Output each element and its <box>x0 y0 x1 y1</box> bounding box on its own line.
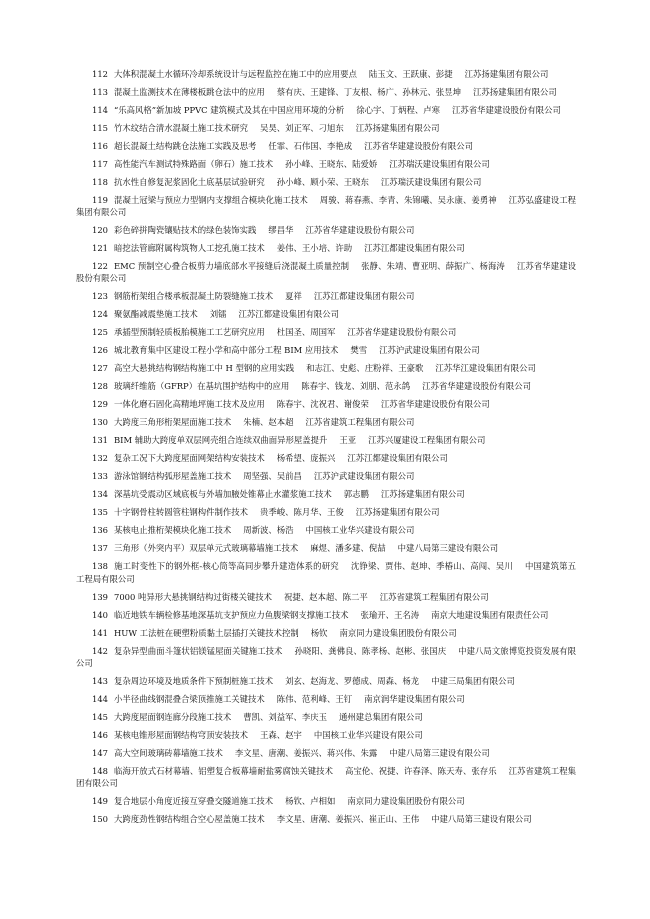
entry-authors: 沈铮梁、贾伟、赵坤、季椿山、高闯、吴川 <box>350 561 513 572</box>
entry-authors: 孙小峰、王晓东、陆爱娇 <box>285 159 378 169</box>
list-item <box>76 260 576 284</box>
entry-authors: 陆玉文、王跃康、彭捷 <box>368 69 453 79</box>
entry-number: 124 <box>92 309 108 320</box>
entry-organization: 江苏江都建设集团有限公司 <box>347 453 448 464</box>
entry-authors: 吴昊、刘正军、刁旭东 <box>260 123 344 133</box>
entry-organization: 通州建总集团有限公司 <box>339 711 423 722</box>
list-item <box>76 362 576 374</box>
entry-authors: 贵季峻、陈月华、王俊 <box>260 507 344 518</box>
entry-number: 115 <box>92 123 108 133</box>
entry-organization: 中国核工业华兴建设有限公司 <box>313 729 423 740</box>
entry-organization: 江苏江都建设集团有限公司 <box>364 243 465 254</box>
entry-organization: 江苏扬建集团有限公司 <box>380 489 465 500</box>
entry-authors: 陈伟、范利峰、王钉 <box>276 693 353 704</box>
entry-organization: 江苏兴厦建设工程集团有限公司 <box>368 435 486 446</box>
entry-authors: 张瑜开、王名涛 <box>360 609 420 620</box>
entry-number: 143 <box>92 675 108 686</box>
entry-number: 127 <box>92 363 108 374</box>
list-item <box>76 524 576 536</box>
entry-authors: 和志江、史彪、庄粉祥、王豪歌 <box>306 363 424 374</box>
entry-title: 大跨度三角形桁架屋面施工技术 <box>114 417 232 428</box>
entry-authors: 王森、赵宇 <box>260 729 302 740</box>
list-item <box>76 398 576 410</box>
entry-title: HUW 工法桩在硬塑粉质黏土层插打关键技术控制 <box>114 627 299 638</box>
entry-organization: 江苏沪武建设集团有限公司 <box>313 471 415 482</box>
list-item <box>76 591 576 603</box>
list-item <box>76 434 576 446</box>
entry-number: 147 <box>92 747 108 758</box>
entry-authors: 周新波、杨浩 <box>243 525 294 536</box>
entry-title: BIM 辅助大跨度单双层网壳组合连续双曲面异形屋盖提升 <box>114 435 328 446</box>
list-item <box>76 452 576 464</box>
entry-number: 125 <box>92 327 108 338</box>
entry-number: 144 <box>92 693 108 704</box>
entry-number: 136 <box>92 525 108 536</box>
entry-title: 高空大悬挑结构钢结构施工中 H 型钢的应用实践 <box>114 363 295 374</box>
entry-number: 131 <box>92 435 108 446</box>
entry-number: 114 <box>92 105 108 115</box>
list-item <box>76 795 576 807</box>
entry-organization: 江苏弘盛建设工程集团有限公司 <box>76 195 577 218</box>
entry-authors: 任霏、石伟国、李艳成 <box>268 141 353 151</box>
entry-number: 149 <box>92 796 108 807</box>
entry-authors: 杨钦、卢相如 <box>285 796 336 807</box>
entry-authors: 夏祥 <box>285 291 302 302</box>
entry-number: 118 <box>92 177 108 187</box>
entry-authors: 刘玄、赵海龙、罗德成、周森、杨龙 <box>285 675 420 686</box>
entry-organization: 江苏省建筑工程集团有限公司 <box>76 765 577 789</box>
entry-authors: 徐心宇、丁炳程、卢寒 <box>356 105 440 115</box>
entry-title: 承插型预制轻质板胎模施工工艺研究应用 <box>114 327 265 338</box>
entry-title: 大跨度劲性钢结构组合空心屋盖施工技术 <box>114 814 265 825</box>
entry-title: 7000 吨异形大悬挑钢结构过街楼关键技术 <box>114 591 272 602</box>
list-item <box>76 506 576 518</box>
entry-title: 某核电锥形屋面钢结构穹顶安装技术 <box>114 729 248 740</box>
entry-title: 复杂异型曲面斗篷状铝镁锰屋面关键施工技术 <box>114 645 283 656</box>
entry-list <box>76 68 576 831</box>
entry-title: 高大空间玻璃砖幕墙施工技术 <box>114 747 223 758</box>
entry-organization: 江苏江都建设集团有限公司 <box>313 291 415 302</box>
entry-title: 超长混凝土结构跳仓法施工实践及思考 <box>114 141 257 151</box>
entry-organization: 江苏江都建设集团有限公司 <box>238 309 339 320</box>
entry-authors: 郭志鹏 <box>343 489 369 500</box>
entry-title: 游泳馆钢结构弧形屋盖施工技术 <box>114 471 232 482</box>
list-item <box>76 627 576 639</box>
entry-organization: 中建八局第三建设有限公司 <box>431 814 532 825</box>
entry-number: 145 <box>92 711 108 722</box>
entry-number: 129 <box>92 399 108 410</box>
entry-title: 某核电止推桁架模块化施工技术 <box>114 525 232 536</box>
entry-title: 混凝土冠梁与预应力型钢内支撑组合模块化施工技术 <box>114 195 308 205</box>
entry-title: 抗水性自修复泥浆固化土底基层试验研究 <box>114 177 265 187</box>
entry-number: 140 <box>92 609 108 620</box>
entry-number: 134 <box>92 489 108 500</box>
entry-organization: 中建八局第三建设有限公司 <box>389 747 490 758</box>
list-item <box>76 242 576 254</box>
list-item <box>76 560 576 584</box>
entry-title: 临海开放式石材幕墙、铝塑复合板幕墙耐盐雾腐蚀关键技术 <box>114 765 333 776</box>
entry-title: 小半径曲线钢混叠合梁顶推施工关键技术 <box>114 693 265 704</box>
list-item <box>76 765 576 789</box>
entry-title: 混凝土监测技术在薄楼板跳仓法中的应用 <box>114 87 265 97</box>
list-item <box>76 711 576 723</box>
entry-organization: 江苏扬建集团有限公司 <box>473 87 557 97</box>
entry-number: 112 <box>92 69 108 79</box>
entry-authors: 樊雪 <box>350 345 368 356</box>
entry-title: 复合地层小角度近接互穿叠交隧道施工技术 <box>114 796 274 807</box>
entry-title: 施工时变性下的钢外框-核心筒等高同步攀升建造体系的研究 <box>114 561 339 572</box>
list-item <box>76 380 576 392</box>
list-item <box>76 747 576 759</box>
list-item <box>76 609 576 621</box>
entry-number: 135 <box>92 507 108 518</box>
entry-number: 123 <box>92 291 108 302</box>
list-item <box>76 675 576 687</box>
entry-number: 117 <box>92 159 108 169</box>
entry-number: 138 <box>92 561 108 572</box>
list-item <box>76 813 576 825</box>
entry-number: 139 <box>92 591 108 602</box>
entry-title: 临近地铁车辆检修基地深基坑支护预应力鱼腹梁钢支撑施工技术 <box>114 609 349 620</box>
entry-organization: 江苏省华建建设股份有限公司 <box>422 381 531 392</box>
entry-authors: 陈春宇、沈祝君、谢俊荣 <box>276 399 369 410</box>
entry-title: 复杂周边环境及地质条件下预制桩施工技术 <box>114 675 274 686</box>
entry-title: 深基坑受震动区域底板与外墙加腋处锥幕止水灌浆施工技术 <box>114 489 332 500</box>
entry-title: 十字钢骨柱转圆管柱钢构件制作技术 <box>114 507 248 518</box>
entry-organization: 江苏沪武建设集团有限公司 <box>379 345 480 356</box>
entry-organization: 江苏省华建建设股份有限公司 <box>452 105 561 115</box>
entry-authors: 姜伟、王小培、许助 <box>276 243 353 254</box>
entry-organization: 江苏省建筑工程集团有限公司 <box>379 591 489 602</box>
list-item <box>76 344 576 356</box>
entry-title: 竹木纹结合清水混凝土施工技术研究 <box>114 123 248 133</box>
entry-number: 119 <box>92 195 108 205</box>
entry-number: 113 <box>92 87 108 97</box>
entry-authors: 杨钦 <box>310 627 328 638</box>
list-item <box>76 488 576 500</box>
entry-authors: 周坚强、吴前昌 <box>243 471 302 482</box>
entry-authors: 祝捷、赵本超、陈二平 <box>283 591 368 602</box>
entry-organization: 江苏扬建集团有限公司 <box>355 123 440 133</box>
entry-title: 复杂工况下大跨度屋面网架结构安装技术 <box>114 453 265 464</box>
entry-authors: 蔡有庆、王建锋、丁友根、杨广、孙林元、张昱坤 <box>276 87 461 97</box>
entry-authors: 孙晓阳、龚佛良、陈孝杨、赵彬、张国庆 <box>294 645 447 656</box>
entry-number: 142 <box>92 645 108 656</box>
list-item <box>76 224 576 236</box>
entry-organization: 江苏省华建建设股份有限公司 <box>305 225 415 236</box>
entry-authors: 李文星、唐潮、姜振兴、崔正山、王伟 <box>276 814 420 825</box>
entry-authors: 刘镭 <box>209 309 227 320</box>
entry-title: 大体积混凝土水循环冷却系统设计与远程监控在施工中的应用要点 <box>114 69 357 79</box>
entry-number: 120 <box>92 225 108 236</box>
entry-authors: 陈春宇、钱龙、刘朋、范永鸽 <box>301 381 411 392</box>
entry-organization: 江苏瑞沃建设集团有限公司 <box>389 159 490 169</box>
entry-title: 钢筋桁架组合楼承板混凝土防裂缝施工技术 <box>114 291 274 302</box>
entry-authors: 杨希望、庞振兴 <box>276 453 336 464</box>
entry-title: 高性能汽车测试特殊路面（卵石）施工技术 <box>114 159 274 169</box>
entry-organization: 江苏扬建集团有限公司 <box>355 507 440 518</box>
entry-number: 150 <box>92 814 108 825</box>
list-item <box>76 729 576 741</box>
entry-number: 148 <box>92 765 108 776</box>
entry-number: 133 <box>92 471 108 482</box>
entry-number: 146 <box>92 729 108 740</box>
entry-authors: 孙小峰、顾小荣、王晓东 <box>276 177 369 187</box>
entry-title: 暗挖法管廊附属构筑物人工挖孔施工技术 <box>114 243 265 254</box>
list-item <box>76 86 576 98</box>
entry-authors: 麻煜、潘多建、倪喆 <box>310 543 386 554</box>
entry-title: 聚氨酯减震垫施工技术 <box>114 309 198 320</box>
list-item <box>76 542 576 554</box>
entry-organization: 江苏省华建建设股份有限公司 <box>76 261 577 284</box>
entry-authors: 周骏、蒋春燕、李青、朱锦曦、吴永康、姜勇神 <box>319 195 497 205</box>
entry-organization: 江苏省建筑工程集团有限公司 <box>305 417 415 428</box>
list-item <box>76 416 576 428</box>
entry-organization: 南京大地建设集团有限责任公司 <box>431 609 549 620</box>
entry-authors: 曹凯、刘益军、李庆玉 <box>243 711 327 722</box>
list-item <box>76 326 576 338</box>
entry-title: 一体化磨石固化高精地坪施工技术及应用 <box>114 399 265 410</box>
list-item <box>76 104 576 116</box>
entry-number: 130 <box>92 417 108 428</box>
entry-number: 116 <box>92 141 108 151</box>
entry-number: 141 <box>92 627 108 638</box>
entry-title: EMC 预制空心叠合板剪力墙底部水平接缝后浇混凝土质量控制 <box>114 261 350 272</box>
entry-number: 128 <box>92 381 108 392</box>
list-item <box>76 194 576 218</box>
entry-authors: 高宝伦、祝捷、许春泽、陈天寿、张存乐 <box>345 765 497 776</box>
entry-organization: 江苏扬建集团有限公司 <box>464 69 549 79</box>
entry-authors: 杜国圣、周国军 <box>276 327 336 338</box>
entry-organization: 南京润华建设集团有限公司 <box>364 693 465 704</box>
list-item <box>76 158 576 170</box>
list-item <box>76 308 576 320</box>
entry-title: “乐高风格”新加坡 PPVC 建筑模式及其在中国应用环境的分析 <box>114 105 345 115</box>
entry-number: 122 <box>92 261 108 272</box>
list-item <box>76 693 576 705</box>
list-item <box>76 68 576 80</box>
entry-authors: 缪昌华 <box>268 225 294 236</box>
list-item <box>76 645 576 669</box>
entry-organization: 江苏瑞沃建设集团有限公司 <box>380 177 482 187</box>
list-item <box>76 176 576 188</box>
entry-organization: 中建三局集团有限公司 <box>431 675 515 686</box>
list-item <box>76 122 576 134</box>
entry-title: 城北教育集中区建设工程小学和高中部分工程 BIM 应用技术 <box>114 345 339 356</box>
entry-number: 126 <box>92 345 108 356</box>
entry-organization: 中国建筑第五工程局有限公司 <box>76 561 577 584</box>
entry-organization: 江苏华江建设集团有限公司 <box>435 363 536 374</box>
entry-organization: 中建八局文旅博览投资发展有限公司 <box>76 645 577 668</box>
entry-organization: 南京同力建设集团股份有限公司 <box>347 796 465 807</box>
entry-organization: 中建八局第三建设有限公司 <box>397 543 499 554</box>
entry-authors: 张静、朱靖、曹亚明、薛振广、杨海涛 <box>361 261 505 272</box>
list-item <box>76 470 576 482</box>
entry-title: 玻璃纤维筋（GFRP）在基坑围护结构中的应用 <box>114 381 290 392</box>
entry-title: 三角形（外突内平）双层单元式玻璃幕墙施工技术 <box>114 543 299 554</box>
entry-organization: 江苏省华建建设股份有限公司 <box>364 141 473 151</box>
entry-organization: 中国核工业华兴建设有限公司 <box>305 525 415 536</box>
entry-number: 132 <box>92 453 108 464</box>
entry-number: 121 <box>92 243 108 254</box>
entry-organization: 江苏省华建建设股份有限公司 <box>347 327 457 338</box>
entry-title: 彩色碎拼陶瓷镶贴技术的绿色装饰实践 <box>114 225 257 236</box>
entry-organization: 江苏省华建建设股份有限公司 <box>380 399 490 410</box>
entry-authors: 李文星、唐潮、姜振兴、蒋兴伟、朱露 <box>234 747 378 758</box>
entry-organization: 南京同力建设集团股份有限公司 <box>339 627 457 638</box>
entry-authors: 王亚 <box>339 435 357 446</box>
entry-title: 大跨度屋面钢连廊分段施工技术 <box>114 711 232 722</box>
entry-number: 137 <box>92 543 108 554</box>
entry-authors: 朱楠、赵本超 <box>243 417 294 428</box>
list-item <box>76 140 576 152</box>
list-item <box>76 290 576 302</box>
